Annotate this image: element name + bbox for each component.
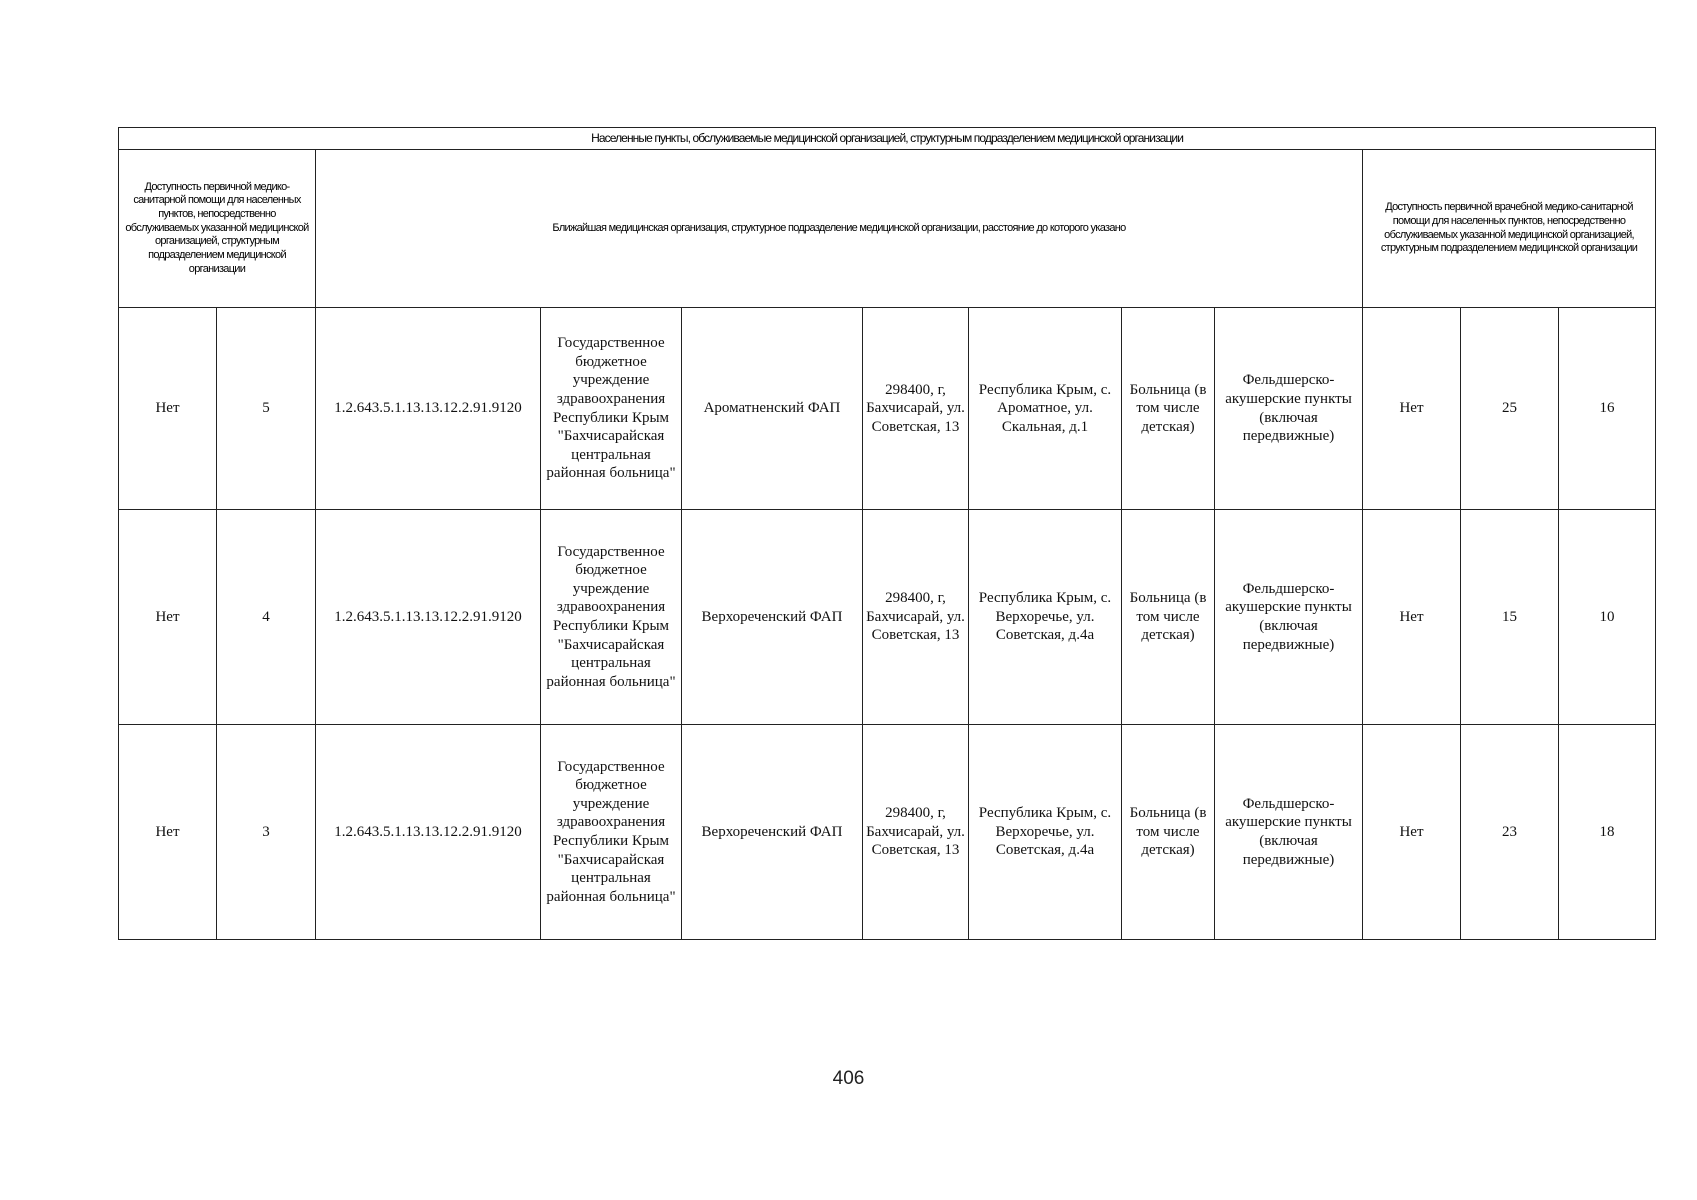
subdivision-name-cell: Верхореченский ФАП	[682, 725, 863, 940]
subdivision-address-cell: Республика Крым, с. Верхоречье, ул. Советская, д.4а	[969, 510, 1122, 725]
travel-time-cell: 10	[1559, 510, 1656, 725]
physician-care-availability-cell: Нет	[1363, 308, 1461, 510]
organization-address-cell: 298400, г, Бахчисарай, ул. Советская, 13	[863, 725, 969, 940]
organization-address-cell: 298400, г, Бахчисарай, ул. Советская, 13	[863, 308, 969, 510]
organization-type-cell: Больница (в том числе детская)	[1122, 725, 1215, 940]
subdivision-type-cell: Фельдшерско-акушерские пункты (включая передвижные)	[1215, 308, 1363, 510]
subdivision-address-cell: Республика Крым, с. Верхоречье, ул. Советская, д.4а	[969, 725, 1122, 940]
table-row	[119, 510, 1656, 725]
settlements-table	[118, 127, 1656, 940]
distance-to-physician-cell: 25	[1461, 308, 1559, 510]
distance-cell: 4	[217, 510, 316, 725]
subdivision-name-cell: Верхореченский ФАП	[682, 510, 863, 725]
primary-care-availability-cell: Нет	[119, 308, 217, 510]
distance-cell: 3	[217, 725, 316, 940]
subdivision-type-cell: Фельдшерско-акушерские пункты (включая передвижные)	[1215, 510, 1363, 725]
physician-care-availability-cell: Нет	[1363, 510, 1461, 725]
organization-type-cell: Больница (в том числе детская)	[1122, 308, 1215, 510]
primary-care-availability-cell: Нет	[119, 725, 217, 940]
organization-name-cell: Государственное бюджетное учреждение здравоохранения Республики Крым "Бахчисарайская центральная районная больница"	[541, 510, 682, 725]
table-title-header: Населенные пункты, обслуживаемые медицинской организацией, структурным подразделением медицинской организации	[119, 128, 1656, 150]
physician-care-availability-cell: Нет	[1363, 725, 1461, 940]
travel-time-cell: 16	[1559, 308, 1656, 510]
distance-to-physician-cell: 15	[1461, 510, 1559, 725]
organization-name-cell: Государственное бюджетное учреждение здравоохранения Республики Крым "Бахчисарайская центральная районная больница"	[541, 725, 682, 940]
nearest-organization-header: Ближайшая медицинская организация, структурное подразделение медицинской организации, расстояние до которого указано	[316, 150, 1363, 308]
organization-type-cell: Больница (в том числе детская)	[1122, 510, 1215, 725]
primary-care-availability-cell: Нет	[119, 510, 217, 725]
subdivision-type-cell: Фельдшерско-акушерские пункты (включая передвижные)	[1215, 725, 1363, 940]
travel-time-cell: 18	[1559, 725, 1656, 940]
subdivision-address-cell: Республика Крым, с. Ароматное, ул. Скальная, д.1	[969, 308, 1122, 510]
organization-address-cell: 298400, г, Бахчисарай, ул. Советская, 13	[863, 510, 969, 725]
table-row	[119, 725, 1656, 940]
primary-care-availability-header: Доступность первичной медико-санитарной помощи для населенных пунктов, непосредственно обслуживаемых указанной медицинской организацией, структурным подразделением медицинской организации	[119, 150, 316, 308]
distance-cell: 5	[217, 308, 316, 510]
oid-cell: 1.2.643.5.1.13.13.12.2.91.9120	[316, 308, 541, 510]
table-row	[119, 308, 1656, 510]
oid-cell: 1.2.643.5.1.13.13.12.2.91.9120	[316, 510, 541, 725]
subdivision-name-cell: Ароматненский ФАП	[682, 308, 863, 510]
oid-cell: 1.2.643.5.1.13.13.12.2.91.9120	[316, 725, 541, 940]
distance-to-physician-cell: 23	[1461, 725, 1559, 940]
organization-name-cell: Государственное бюджетное учреждение здравоохранения Республики Крым "Бахчисарайская центральная районная больница"	[541, 308, 682, 510]
primary-physician-care-availability-header: Доступность первичной врачебной медико-санитарной помощи для населенных пунктов, непосредственно обслуживаемых указанной медицинской организацией, структурным подразделением медицинской организации	[1363, 150, 1656, 308]
page-number: 406	[832, 1068, 865, 1089]
